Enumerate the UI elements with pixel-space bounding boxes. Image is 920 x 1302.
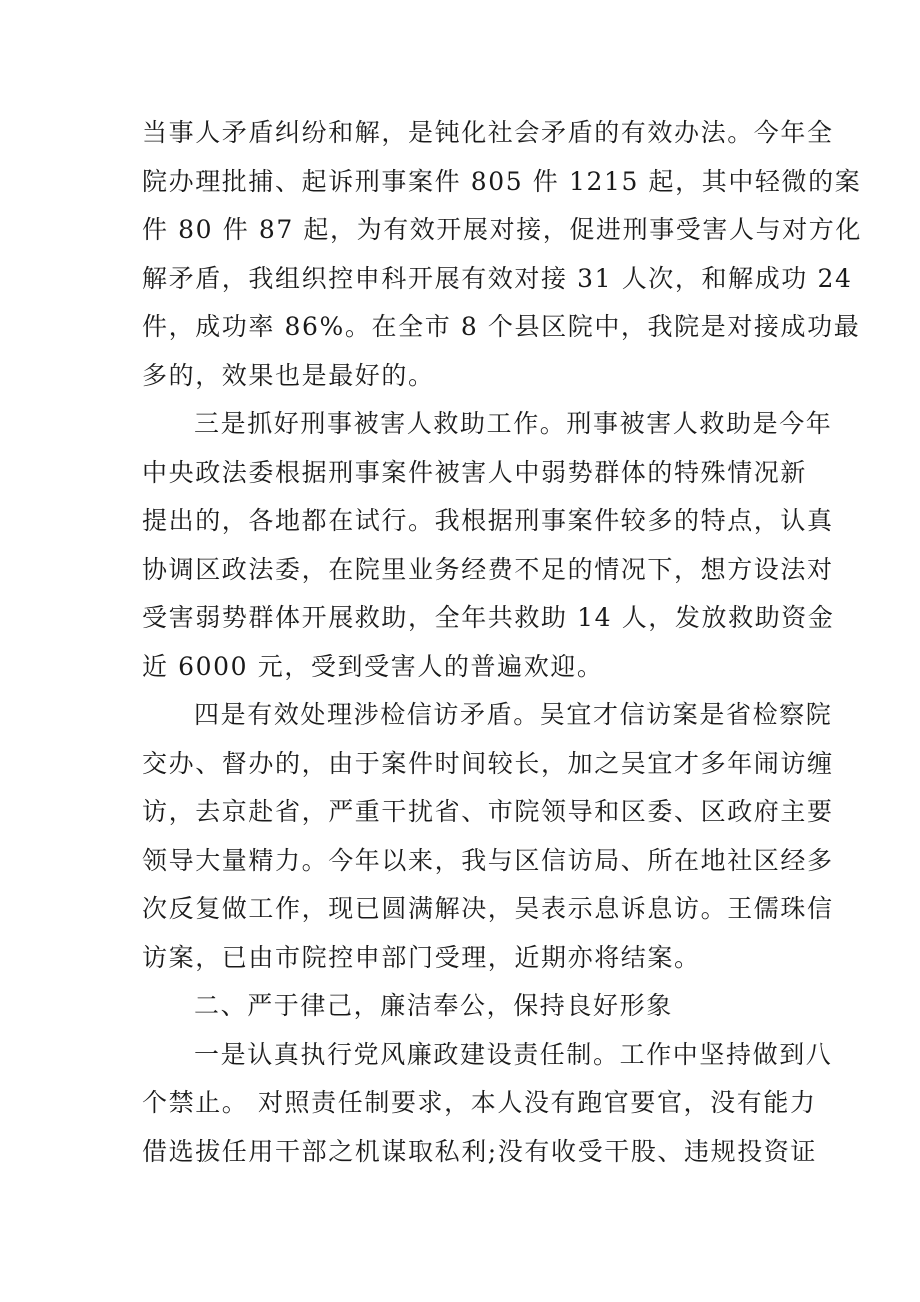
text-line: 次反复做工作，现已圆满解决，吴表示息诉息访。王儒珠信: [142, 894, 834, 923]
text-line: 访，去京赴省，严重干扰省、市院领导和区委、区政府主要: [142, 797, 834, 826]
text-line: 受害弱势群体开展救助，全年共救助 14 人，发放救助资金: [142, 603, 835, 632]
text-line: 领导大量精力。今年以来，我与区信访局、所在地社区经多: [142, 845, 834, 875]
text-line: 中央政法委根据刑事案件被害人中弱势群体的特殊情况新: [142, 457, 808, 487]
paragraph-start-line: 一是认真执行党风廉政建设责任制。工作中坚持做到八: [194, 1039, 833, 1069]
text-line: 当事人矛盾纠纷和解，是钝化社会矛盾的有效办法。今年全: [142, 118, 834, 147]
text-line: 件，成功率 86%。在全市 8 个县区院中，我院是对接成功最: [142, 312, 861, 341]
text-line: 交办、督办的，由于案件时间较长，加之吴宜才多年闹访缠: [142, 748, 834, 778]
text-line: 解矛盾，我组织控申科开展有效对接 31 人次，和解成功 24: [142, 263, 853, 293]
text-line: 院办理批捕、起诉刑事案件 805 件 1215 起，其中轻微的案: [142, 166, 862, 196]
paragraph-start-line: 三是抓好刑事被害人救助工作。刑事被害人救助是今年: [194, 409, 833, 438]
text-line: 访案，已由市院控申部门受理，近期亦将结案。: [142, 942, 701, 972]
text-line: 近 6000 元，受到受害人的普遍欢迎。: [142, 651, 604, 681]
document-body: [142, 109, 863, 1176]
text-line: 个禁止。 对照责任制要求，本人没有跑官要官，没有能力: [142, 1088, 817, 1117]
text-line: 协调区政法委，在院里业务经费不足的情况下，想方设法对: [142, 554, 834, 584]
text-line: 借选拔任用干部之机谋取私利;没有收受干股、违规投资证: [142, 1136, 818, 1166]
text-line: 提出的，各地都在试行。我根据刑事案件较多的特点，认真: [142, 506, 834, 535]
text-line: 多的，效果也是最好的。: [142, 360, 435, 390]
paragraph-start-line: 四是有效处理涉检信访矛盾。吴宜才信访案是省检察院: [194, 700, 833, 729]
text-line: 件 80 件 87 起，为有效开展对接，促进刑事受害人与对方化: [142, 215, 863, 244]
section-heading: 二、严于律己，廉洁奉公，保持良好形象: [194, 991, 673, 1020]
